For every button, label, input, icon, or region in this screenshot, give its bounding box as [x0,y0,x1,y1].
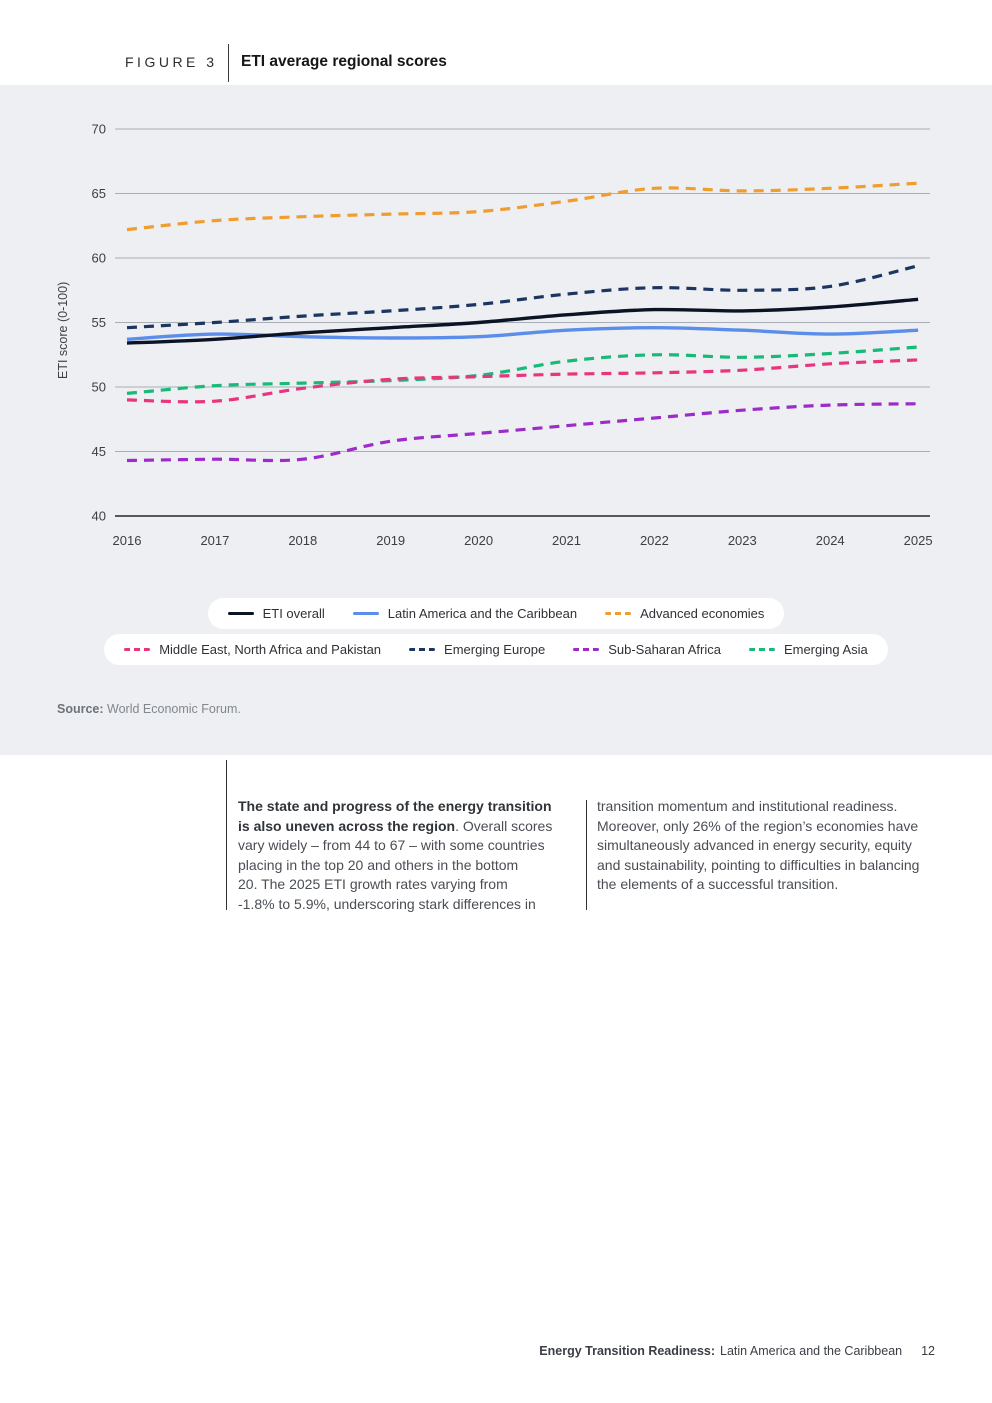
x-tick-label: 2021 [552,533,581,548]
legend-swatch-dashed [605,612,631,615]
legend-item-emerging-europe [409,642,545,657]
y-tick-label: 45 [91,444,106,459]
y-axis-label: ETI score (0-100) [56,281,70,379]
source-note [57,702,241,716]
figure-title: ETI average regional scores [241,53,447,70]
legend-label: Middle East, North Africa and Pakistan [159,642,382,657]
x-tick-label: 2020 [464,533,494,548]
chart-panel [0,85,992,755]
body-text-line: the elements of a successful transition. [597,876,839,892]
y-tick-label: 70 [91,121,106,137]
header-divider [228,44,229,82]
series-line-eti-overall [127,299,918,343]
series-line-advanced-economies [127,183,918,229]
body-column-1 [238,797,578,914]
legend-swatch-solid [228,612,254,615]
x-tick-label: 2017 [200,533,230,548]
source-label: Source: [57,702,104,716]
body-text-line: is also uneven across the region. Overall scores [238,817,553,834]
y-tick-label: 60 [91,250,106,266]
footer-report-subtitle: Latin America and the Caribbean [720,1344,903,1358]
body-text-line: transition momentum and institutional readiness. [597,798,898,814]
legend-item-advanced-economies [605,606,764,621]
figure-header [0,44,992,84]
body-text-line: Moreover, only 26% of the region’s economies have [597,817,919,834]
legend-label: ETI overall [262,606,325,621]
body-text-bold: is also uneven across the region [238,817,456,834]
legend-row-2 [104,634,888,665]
body-column-2 [597,797,947,895]
body-text-line: placing in the top 20 and others in the bottom [238,856,519,873]
body-text-line: simultaneously advanced in energy security, equity [597,837,912,853]
legend-item-sub-saharan-africa [573,642,721,657]
legend-label: Advanced economies [640,606,765,621]
legend-label: Emerging Europe [444,642,546,657]
x-tick-label: 2025 [903,533,933,548]
legend-label: Latin America and the Caribbean [387,606,578,621]
figure-label: FIGURE 3 [125,54,218,70]
legend-item-latin-america-and-the-caribbean [353,606,577,621]
x-tick-label: 2023 [727,533,757,548]
source-text: World Economic Forum. [107,702,241,716]
y-tick-label: 65 [91,186,106,201]
text-left-rule [226,760,227,910]
series-line-sub-saharan-africa [127,404,918,461]
footer-report-title: Energy Transition Readiness: [539,1344,716,1358]
chart-legend [0,598,992,665]
legend-label: Sub-Saharan Africa [608,642,721,657]
line-chart [0,85,992,565]
y-tick-label: 40 [91,508,106,524]
body-text-bold: The state and progress of the energy transition [238,798,552,814]
legend-swatch-dashed [573,648,599,651]
body-text-line [238,797,578,817]
page-number: 12 [921,1344,935,1358]
legend-item-middle-east-north-africa-and-pakistan [124,642,381,657]
body-text-line: 20. The 2025 ETI growth rates varying from [238,876,508,892]
column-divider-rule [586,800,587,910]
legend-swatch-dashed [409,648,435,651]
legend-item-emerging-asia [749,642,868,657]
y-tick-label: 50 [91,379,106,395]
x-tick-label: 2019 [376,533,406,548]
y-tick-label: 55 [91,315,106,330]
x-tick-label: 2018 [288,533,318,548]
x-tick-label: 2022 [639,533,669,548]
body-text-line: and sustainability, pointing to difficulties in balancing [597,856,920,873]
legend-item-eti-overall [228,606,325,621]
legend-row-1 [208,598,785,629]
body-text-line: vary widely – from 44 to 67 – with some countries [238,837,545,853]
x-tick-label: 2024 [815,533,845,548]
series-line-emerging-asia [127,347,918,393]
series-line-middle-east-north-africa-and-pakistan [127,360,918,402]
page-footer [539,1344,935,1358]
x-tick-label: 2016 [112,533,142,548]
legend-swatch-dashed [749,648,775,651]
legend-swatch-dashed [124,648,150,651]
legend-label: Emerging Asia [783,642,868,657]
body-text-line: -1.8% to 5.9%, underscoring stark differences in [238,895,536,912]
legend-swatch-solid [353,612,379,615]
